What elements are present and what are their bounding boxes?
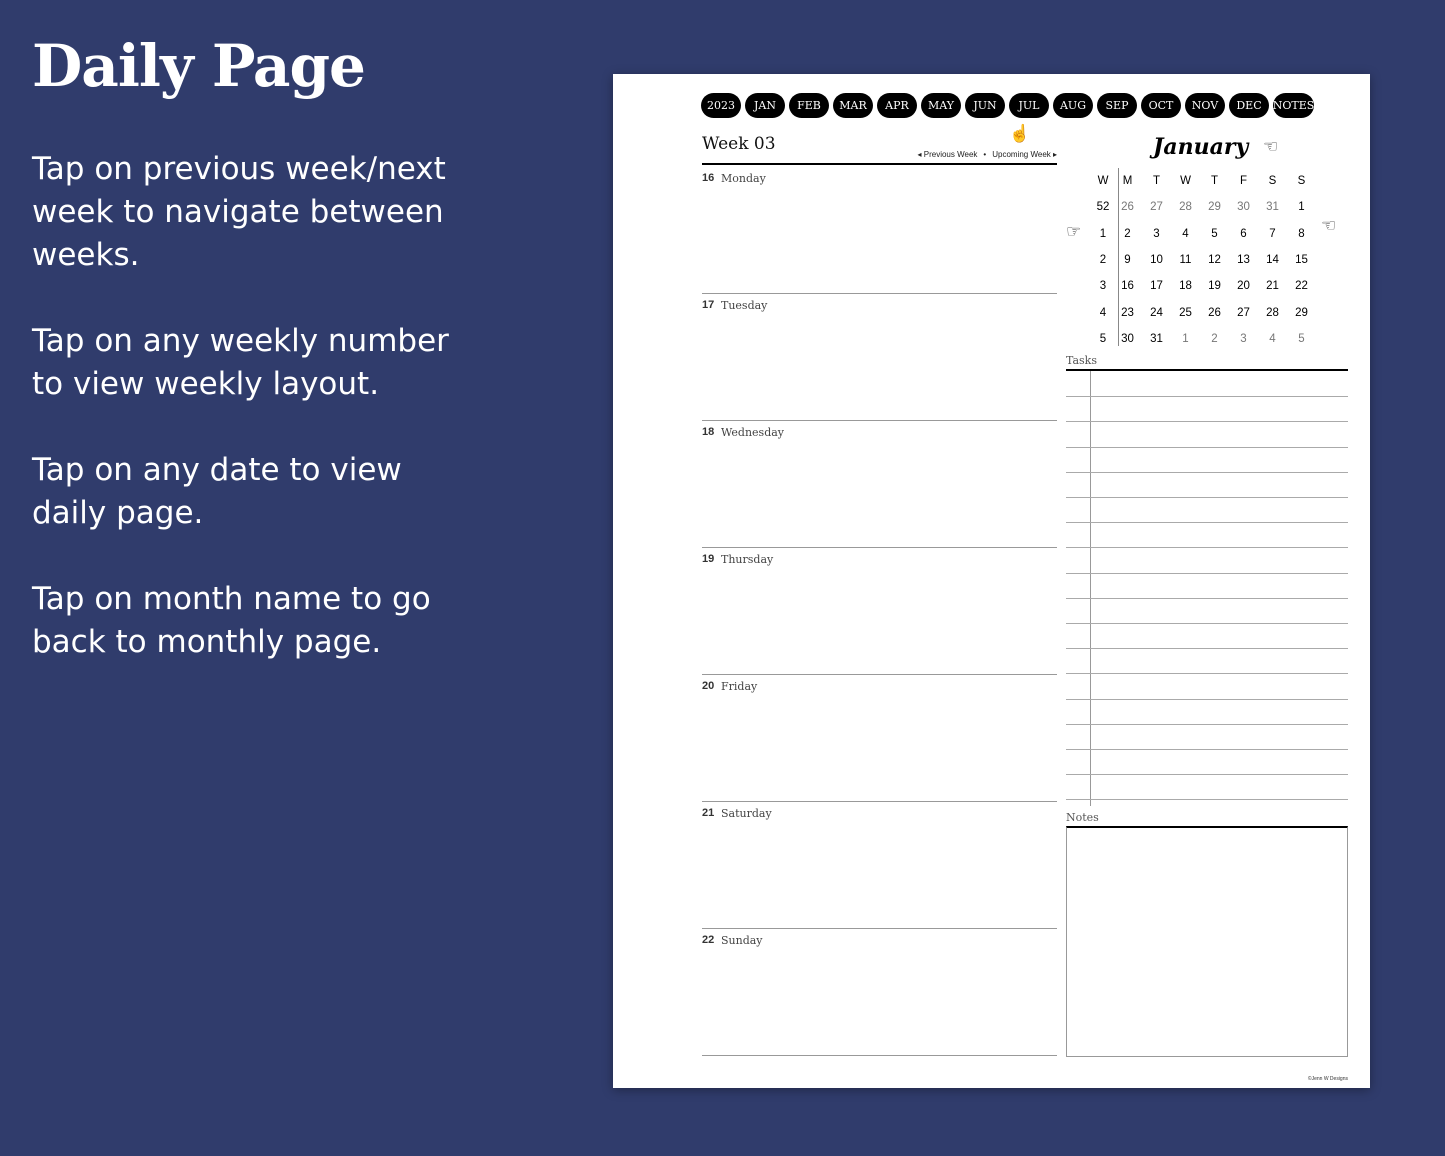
tab-oct[interactable]: OCT — [1141, 93, 1181, 118]
calendar-date[interactable]: 28 — [1179, 201, 1192, 214]
calendar-week-number[interactable]: 5 — [1099, 332, 1107, 345]
calendar-date[interactable]: 17 — [1150, 280, 1163, 293]
tab-may[interactable]: MAY — [921, 93, 961, 118]
calendar-week-number[interactable]: 1 — [1099, 227, 1107, 240]
mini-calendar — [1093, 168, 1316, 352]
task-line — [1066, 673, 1348, 674]
calendar-week-row — [1093, 194, 1316, 220]
calendar-header: W — [1097, 175, 1109, 188]
day-section[interactable] — [702, 421, 1057, 548]
calendar-date[interactable]: 10 — [1150, 254, 1163, 267]
calendar-date[interactable]: 31 — [1266, 201, 1279, 214]
previous-week-link[interactable]: ◂ Previous Week — [917, 150, 978, 159]
calendar-date[interactable]: 5 — [1211, 227, 1218, 240]
calendar-body — [1093, 194, 1316, 352]
task-line — [1066, 724, 1348, 725]
calendar-date[interactable]: 26 — [1121, 201, 1134, 214]
calendar-week-row — [1093, 221, 1316, 247]
upcoming-week-link[interactable]: Upcoming Week ▸ — [992, 150, 1057, 159]
calendar-header: W — [1180, 175, 1191, 188]
task-line — [1066, 421, 1348, 422]
calendar-date[interactable]: 23 — [1121, 306, 1134, 319]
day-section[interactable] — [702, 929, 1057, 1056]
nav-separator: • — [983, 150, 987, 159]
task-line — [1066, 447, 1348, 448]
tab-nov[interactable]: NOV — [1185, 93, 1225, 118]
day-name: Wednesday — [721, 426, 785, 439]
task-line — [1066, 749, 1348, 750]
calendar-date[interactable]: 12 — [1208, 254, 1221, 267]
calendar-header: T — [1152, 175, 1161, 188]
calendar-week-number[interactable]: 52 — [1096, 201, 1110, 214]
planner-page — [613, 74, 1370, 1088]
calendar-header: M — [1122, 175, 1133, 188]
calendar-week-number[interactable]: 2 — [1099, 254, 1107, 267]
task-line — [1066, 598, 1348, 599]
day-name: Thursday — [721, 553, 774, 566]
task-line — [1066, 396, 1348, 397]
instructions-list — [32, 148, 472, 707]
week-navigation — [918, 150, 1057, 159]
tab-jul[interactable]: JUL — [1009, 93, 1049, 118]
calendar-date[interactable]: 30 — [1121, 332, 1134, 345]
calendar-date[interactable]: 19 — [1208, 280, 1221, 293]
day-name: Monday — [721, 172, 766, 185]
task-line — [1066, 699, 1348, 700]
day-name: Saturday — [721, 807, 772, 820]
task-line — [1066, 799, 1348, 800]
calendar-date[interactable]: 9 — [1124, 254, 1131, 267]
task-line — [1066, 774, 1348, 775]
week-title[interactable]: Week 03 — [702, 134, 776, 154]
calendar-date[interactable]: 11 — [1179, 254, 1192, 267]
tab-dec[interactable]: DEC — [1229, 93, 1269, 118]
month-title-link[interactable]: January — [1153, 134, 1249, 160]
calendar-week-number[interactable]: 4 — [1099, 306, 1107, 319]
calendar-date[interactable]: 8 — [1298, 227, 1305, 240]
notes-label: Notes — [1066, 811, 1099, 824]
day-number: 17 — [702, 299, 715, 311]
calendar-date[interactable]: 2 — [1211, 332, 1218, 345]
day-section[interactable] — [702, 675, 1057, 802]
calendar-header: S — [1268, 175, 1277, 188]
calendar-date[interactable]: 5 — [1298, 332, 1305, 345]
calendar-date[interactable]: 13 — [1237, 254, 1250, 267]
calendar-week-row — [1093, 299, 1316, 325]
task-line — [1066, 648, 1348, 649]
calendar-date[interactable]: 31 — [1150, 332, 1163, 345]
calendar-date[interactable]: 21 — [1266, 280, 1279, 293]
calendar-date[interactable]: 3 — [1240, 332, 1247, 345]
day-number: 18 — [702, 426, 715, 438]
day-section[interactable] — [702, 548, 1057, 675]
task-line — [1066, 522, 1348, 523]
calendar-date[interactable]: 28 — [1266, 306, 1279, 319]
calendar-date[interactable]: 6 — [1240, 227, 1247, 240]
task-line — [1066, 547, 1348, 548]
week-column — [702, 134, 1057, 947]
calendar-header: F — [1239, 175, 1248, 188]
calendar-date[interactable]: 4 — [1269, 332, 1276, 345]
page-heading: Daily Page — [32, 32, 365, 100]
calendar-date[interactable]: 16 — [1121, 280, 1134, 293]
week-divider — [702, 163, 1057, 165]
day-number: 19 — [702, 553, 715, 565]
calendar-date[interactable]: 4 — [1182, 227, 1189, 240]
day-name: Sunday — [721, 934, 763, 947]
calendar-date[interactable]: 25 — [1179, 306, 1192, 319]
calendar-date[interactable]: 30 — [1237, 201, 1250, 214]
calendar-date[interactable]: 26 — [1208, 306, 1221, 319]
day-number: 22 — [702, 934, 715, 946]
day-number: 21 — [702, 807, 715, 819]
calendar-week-row — [1093, 326, 1316, 352]
task-line — [1066, 497, 1348, 498]
instruction-text: Tap on previous week/next week to navigate between weeks. — [32, 151, 446, 273]
day-number: 20 — [702, 680, 715, 692]
calendar-date[interactable]: 27 — [1150, 201, 1163, 214]
calendar-header: S — [1297, 175, 1306, 188]
month-tabs — [701, 93, 1314, 118]
calendar-date[interactable]: 1 — [1182, 332, 1189, 345]
task-line — [1066, 573, 1348, 574]
calendar-date[interactable]: 14 — [1266, 254, 1279, 267]
instruction-text: Tap on month name to go back to monthly page. — [32, 581, 431, 660]
calendar-date[interactable]: 2 — [1124, 227, 1131, 240]
calendar-date[interactable]: 20 — [1237, 280, 1250, 293]
calendar-week-row — [1093, 273, 1316, 299]
calendar-date[interactable]: 24 — [1150, 306, 1163, 319]
tab-sep[interactable]: SEP — [1097, 93, 1137, 118]
tab-jan[interactable]: JAN — [745, 93, 785, 118]
day-name: Friday — [721, 680, 758, 693]
pointing-hand-icon: ☞ — [1066, 222, 1082, 241]
day-section[interactable] — [702, 294, 1057, 421]
instruction-text: Tap on any date to view daily page. — [32, 452, 402, 531]
calendar-date[interactable]: 29 — [1208, 201, 1221, 214]
calendar-date[interactable]: 22 — [1295, 280, 1308, 293]
tab-notes[interactable]: NOTES — [1273, 93, 1314, 118]
calendar-date[interactable]: 1 — [1298, 201, 1305, 214]
tasks-label: Tasks — [1066, 354, 1097, 367]
tasks-list[interactable] — [1066, 369, 1348, 806]
notes-box[interactable] — [1066, 826, 1348, 1057]
tab-jun[interactable]: JUN — [965, 93, 1005, 118]
day-section[interactable] — [702, 167, 1057, 294]
tasks-checkbox-divider — [1090, 371, 1091, 806]
day-name: Tuesday — [721, 299, 768, 312]
day-section[interactable] — [702, 802, 1057, 929]
calendar-header-row — [1093, 168, 1316, 194]
calendar-week-number[interactable]: 3 — [1099, 280, 1107, 293]
calendar-date[interactable]: 15 — [1295, 254, 1308, 267]
calendar-date[interactable]: 7 — [1269, 227, 1276, 240]
calendar-date[interactable]: 29 — [1295, 306, 1308, 319]
tab-apr[interactable]: APR — [877, 93, 917, 118]
instruction-text: Tap on any weekly number to view weekly layout. — [32, 323, 449, 402]
tab-year[interactable]: 2023 — [701, 93, 741, 118]
calendar-date[interactable]: 27 — [1237, 306, 1250, 319]
copyright-text: ©Jenn W Designs — [1307, 1076, 1348, 1082]
task-line — [1066, 623, 1348, 624]
pointing-hand-icon: ☝ — [1009, 124, 1031, 143]
calendar-header: T — [1210, 175, 1219, 188]
day-number: 16 — [702, 172, 715, 184]
pointing-hand-icon: ☜ — [1321, 216, 1337, 235]
calendar-date[interactable]: 3 — [1153, 227, 1160, 240]
pointing-hand-icon: ☜ — [1263, 137, 1279, 156]
calendar-date[interactable]: 18 — [1179, 280, 1192, 293]
calendar-week-row — [1093, 247, 1316, 273]
tab-aug[interactable]: AUG — [1053, 93, 1093, 118]
tab-mar[interactable]: MAR — [833, 93, 873, 118]
task-line — [1066, 472, 1348, 473]
tab-feb[interactable]: FEB — [789, 93, 829, 118]
